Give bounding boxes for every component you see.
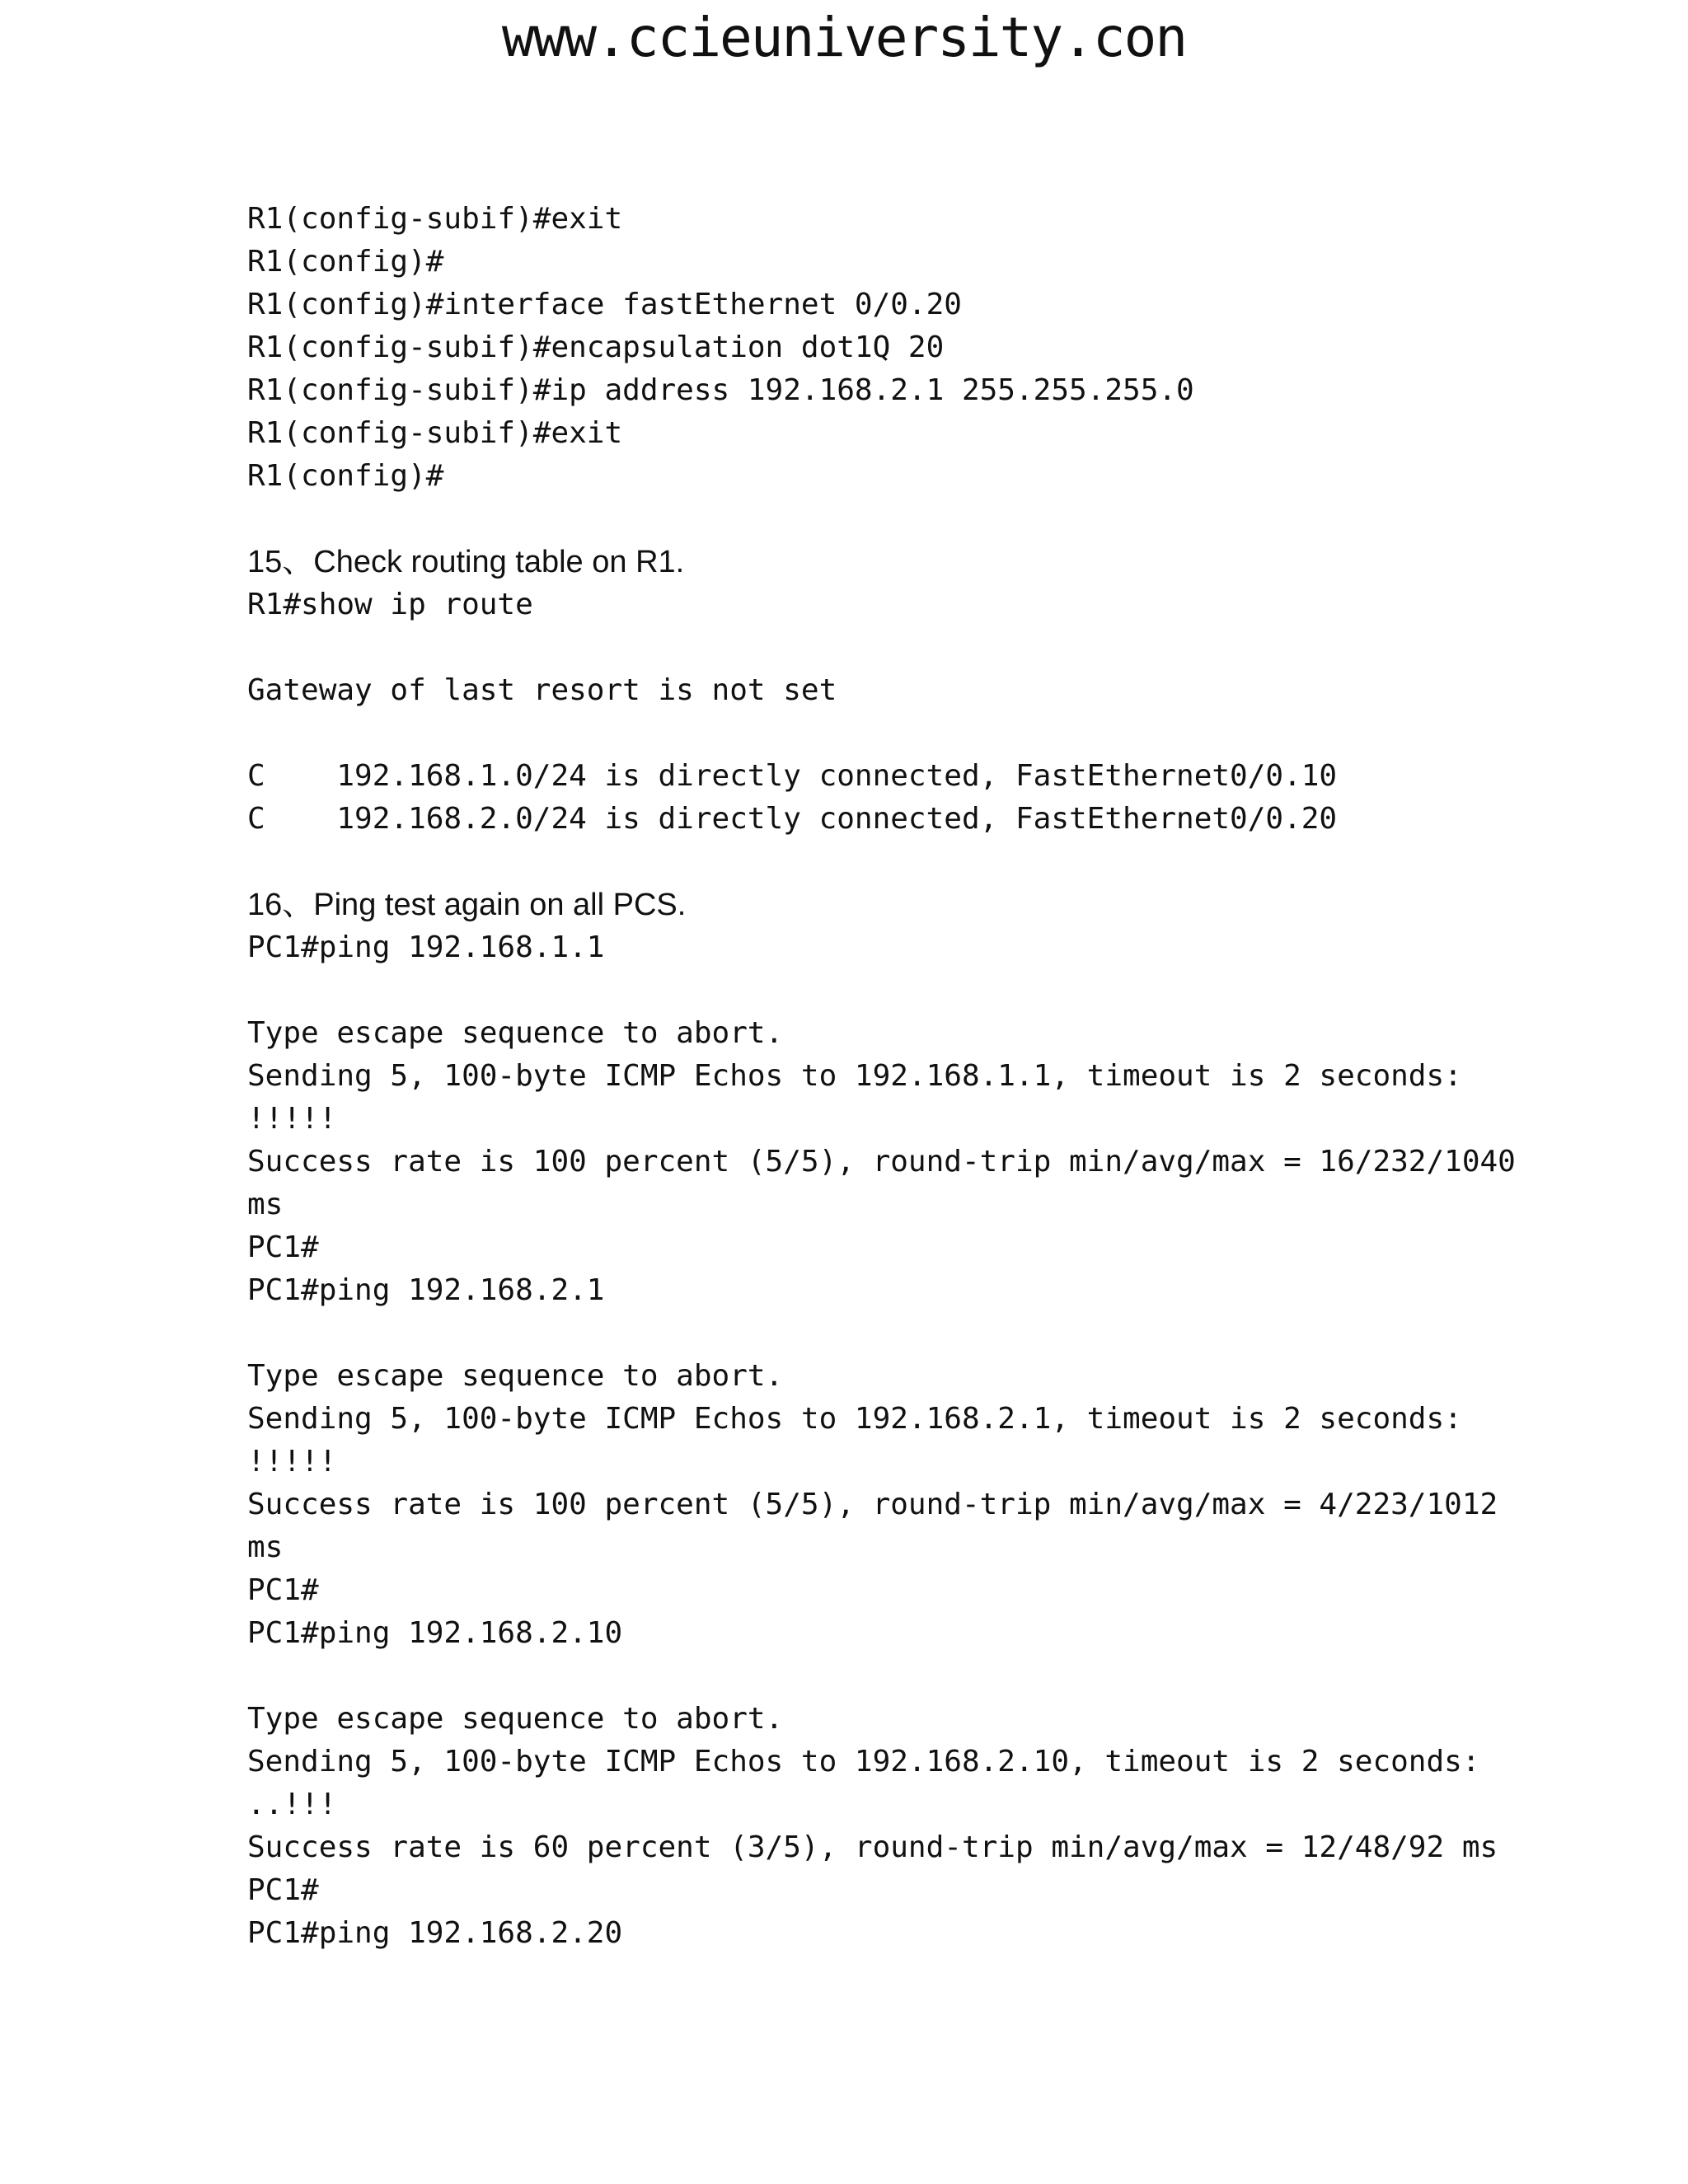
ping-result: !!!!!: [247, 1102, 337, 1136]
cli-output: Sending 5, 100-byte ICMP Echos to 192.168.2.10, timeout is 2 seconds:: [247, 1745, 1480, 1779]
cli-output: Sending 5, 100-byte ICMP Echos to 192.168.1.1, timeout is 2 seconds:: [247, 1059, 1462, 1093]
spacer: [247, 1655, 1500, 1698]
cli-command: PC1#ping 192.168.2.1: [247, 1273, 605, 1307]
cli-output: Type escape sequence to abort.: [247, 1016, 784, 1050]
cli-output: Sending 5, 100-byte ICMP Echos to 192.168.2.1, timeout is 2 seconds:: [247, 1402, 1462, 1436]
cli-output: Type escape sequence to abort.: [247, 1702, 784, 1736]
cli-line: R1(config-subif)#ip address 192.168.2.1 255.255.255.0: [247, 373, 1194, 407]
ping-result: ..!!!: [247, 1788, 337, 1821]
ping-result: !!!!!: [247, 1445, 337, 1479]
cli-output: ms: [247, 1530, 284, 1564]
cli-output: Success rate is 60 percent (3/5), round-trip min/avg/max = 12/48/92 ms: [247, 1830, 1498, 1864]
spacer: [247, 1312, 1500, 1355]
cli-command: PC1#ping 192.168.2.10: [247, 1616, 623, 1650]
cli-line: R1(config-subif)#encapsulation dot1Q 20: [247, 330, 945, 364]
cli-command: R1#show ip route: [247, 588, 533, 621]
route-entry: C 192.168.2.0/24 is directly connected, FastEthernet0/0.20: [247, 802, 1338, 836]
cli-line: R1(config-subif)#exit: [247, 416, 623, 450]
cli-line: R1(config-subif)#exit: [247, 202, 623, 236]
spacer: [247, 626, 1500, 669]
spacer: [247, 498, 1500, 541]
cli-line: R1(config)#: [247, 245, 444, 279]
cli-output: Gateway of last resort is not set: [247, 673, 837, 707]
cli-prompt: PC1#: [247, 1573, 319, 1607]
cli-prompt: PC1#: [247, 1230, 319, 1264]
cli-output: ms: [247, 1188, 284, 1221]
spacer: [247, 712, 1500, 755]
section-16-heading: 16、Ping test again on all PCS.: [247, 888, 687, 922]
cli-line: R1(config)#interface fastEthernet 0/0.20: [247, 288, 962, 321]
cli-output: Type escape sequence to abort.: [247, 1359, 784, 1393]
cli-prompt: PC1#: [247, 1873, 319, 1907]
site-header: www.ccieuniversity.con: [501, 6, 1187, 69]
route-entry: C 192.168.1.0/24 is directly connected, FastEthernet0/0.10: [247, 759, 1338, 793]
section-15-heading: 15、Check routing table on R1.: [247, 545, 685, 579]
cli-command: PC1#ping 192.168.1.1: [247, 930, 605, 964]
document-body: [247, 198, 1516, 1955]
spacer: [247, 841, 1500, 883]
cli-command: PC1#ping 192.168.2.20: [247, 1916, 623, 1950]
cli-output: Success rate is 100 percent (5/5), round-trip min/avg/max = 16/232/1040: [247, 1145, 1516, 1179]
spacer: [247, 969, 1500, 1012]
cli-line: R1(config)#: [247, 459, 444, 493]
cli-output: Success rate is 100 percent (5/5), round-trip min/avg/max = 4/223/1012: [247, 1488, 1498, 1521]
